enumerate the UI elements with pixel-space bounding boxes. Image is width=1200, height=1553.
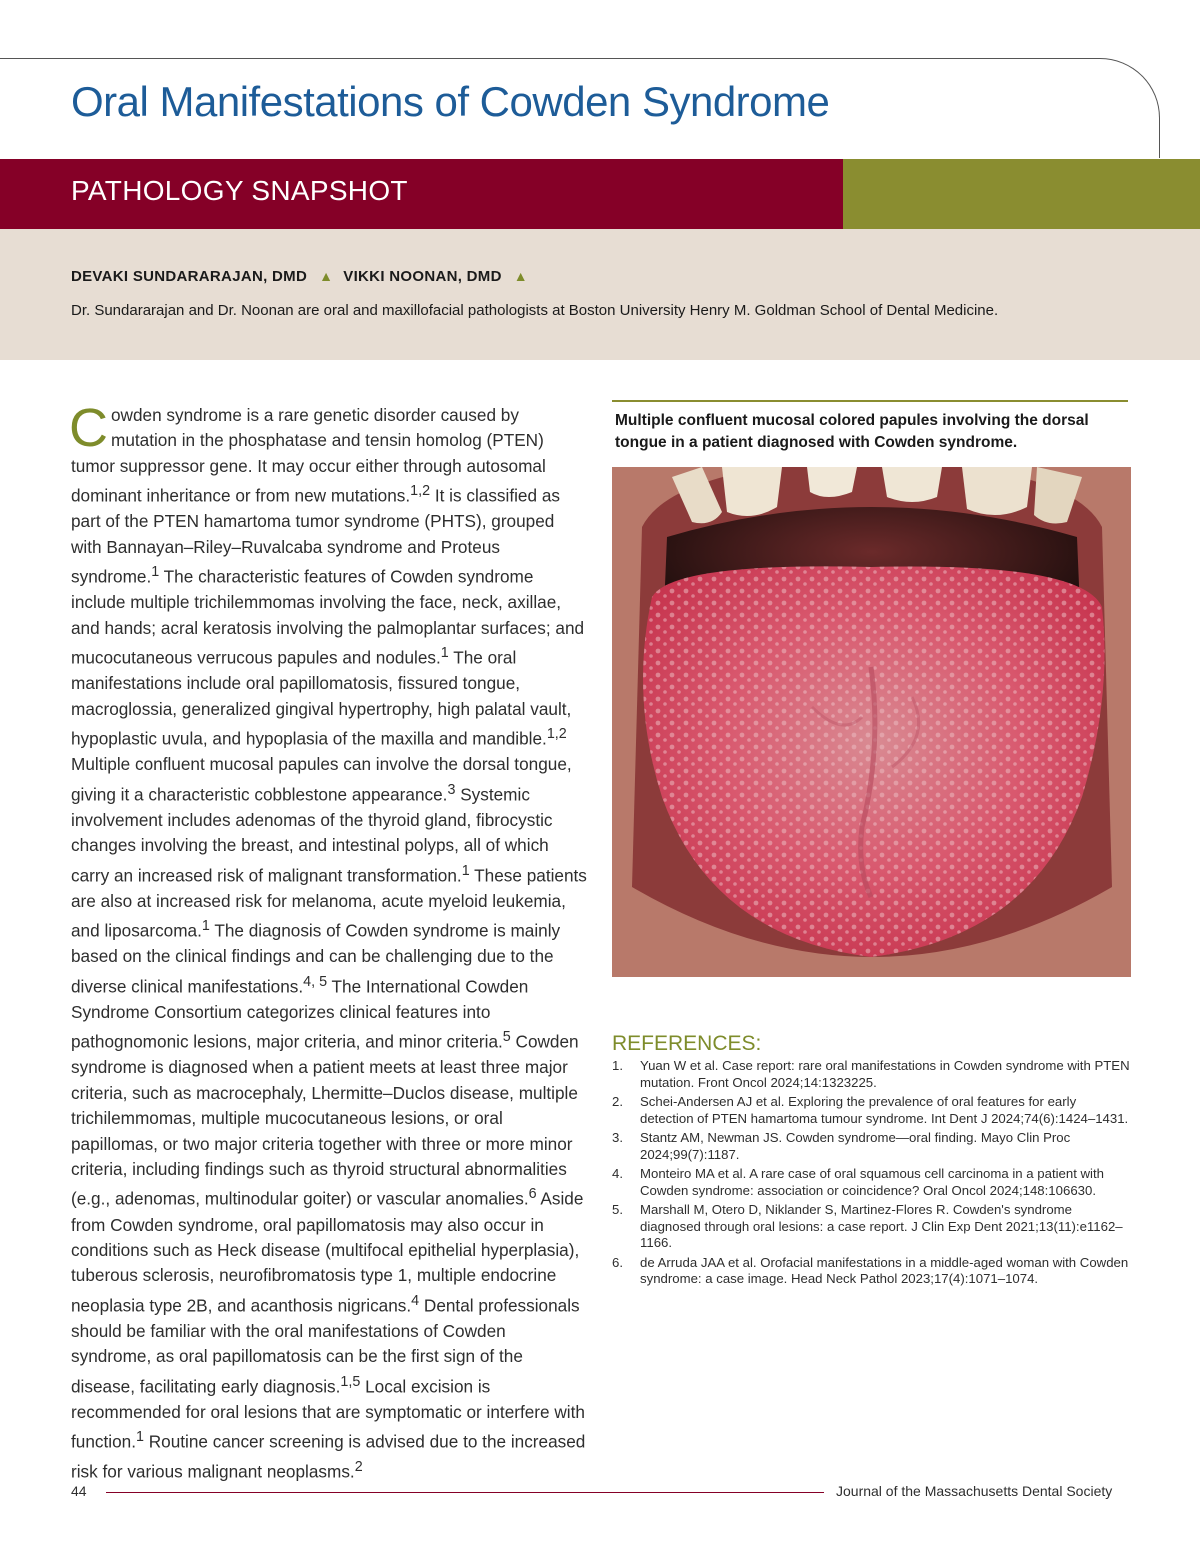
citation: 4: [411, 1292, 420, 1309]
reference-item: 2. Schei-Andersen AJ et al. Exploring the prevalence of oral features for early detection of PTEN hamartoma tumour syndrome. Int Dent J 2024;74(6):1424–1431.: [612, 1094, 1129, 1126]
drop-cap: C: [69, 398, 108, 458]
citation: 1: [440, 645, 449, 662]
references-heading: REFERENCES:: [612, 1032, 762, 1055]
reference-item: 6. de Arruda JAA et al. Orofacial manifestations in a middle-aged woman with Cowden syndrome: a case image. Head Neck Pathol 2023;17(4):1071–1074.: [612, 1254, 1129, 1286]
references-list: [612, 1058, 1132, 1291]
triangle-icon: ▲: [319, 268, 334, 284]
page-number: 44: [71, 1483, 87, 1499]
author-affiliation: Dr. Sundararajan and Dr. Noonan are oral and maxillofacial pathologists at Boston University Henry M. Goldman School of Dental Medicine.: [71, 302, 999, 319]
journal-name: Journal of the Massachusetts Dental Society: [836, 1483, 1113, 1499]
reference-item: 5. Marshall M, Otero D, Niklander S, Martinez-Flores R. Cowden's syndrome diagnosed through oral lesions: a case report. J Clin Exp Dent 2021;13(11):e1162–1166.: [612, 1202, 1123, 1250]
citation: 6: [528, 1186, 537, 1203]
citation: 1: [135, 1429, 144, 1446]
citation: 1: [201, 918, 210, 935]
header-frame-line: [0, 58, 1100, 59]
reference-item: 3. Stantz AM, Newman JS. Cowden syndrome—oral finding. Mayo Clin Proc 2024;99(7):1187.: [612, 1130, 1071, 1162]
citation: 2: [354, 1459, 363, 1476]
article-body: Cowden syndrome is a rare genetic disorder caused by mutation in the phosphatase and tensin homolog (PTEN) tumor suppressor gene. It may occur either through autosomal dominant inheritance or from new mutations.$^{1,2}$ It is classified as part of the PTEN hamartoma tumor syndrome (PHTS), grouped with Bannayan–Riley–Ruvalcaba syndrome and Proteus syndrome.$^1$ The characteristic features of Cowden syndrome include multiple trichilemmomas involving the face, neck, axillae, and hands; acral keratosis involving the palmoplantar surfaces; and mucocutaneous verrucous papules and nodules.$^1$ The oral manifestations include oral papillomatosis, fissured tongue, macroglossia, generalized gingival hypertrophy, high palatal vault, hypoplastic uvula, and hypoplasia of the maxilla and mandible.$^{1,2}$ Multiple confluent mucosal papules can involve the dorsal tongue, giving it a characteristic cobblestone appearance.$^3$ Systemic involvement includes adenomas of the thyroid gland, fibrocystic changes involving the breast, and intestinal polyps, all of which carry an increased risk of malignant transformation.$^1$ These patients are also at increased risk for melanoma, acute myeloid leukemia, and liposarcoma.$^1$ The diagnosis of Cowden syndrome is mainly based on the clinical findings and can be challenging due to the diverse clinical manifestations.$^{4, 5}$ The International Cowden Syndrome Consortium categorizes clinical features into pathognomonic lesions, major criteria, and minor criteria.$^5$ Cowden syndrome is diagnosed when a patient meets at least three major criteria, such as macrocephaly, Lhermitte–Duclos disease, multiple trichilemmomas, multiple mucocutaneous lesions, or oral papillomas, or two major criteria together with three or more minor criteria, including findings such as thyroid structural abnormalities (e.g., adenomas, multinodular goiter) or vascular anomalies.$^6$ Aside from Cowden syndrome, oral papillomatosis may also occur in conditions such as Heck disease (multifocal epithelial hyperplasia), tuberous sclerosis, neurofibromatosis type 1, multiple endocrine neoplasia type 2B, and acanthosis nigricans.$^4$ Dental professionals should be familiar with the oral manifestations of Cowden syndrome, as oral papillomatosis can be the first sign of the disease, facilitating early diagnosis.$^{1,5}$ Local excision is recommended for oral lesions that are symptomatic or interfere with function.$^1$ Routine cancer screening is advised due to the increased risk for various malignant neoplasms.$^2$: [69, 398, 587, 1483]
header-frame-corner: [1060, 58, 1160, 158]
article-title: Oral Manifestations of Cowden Syndrome: [71, 78, 830, 125]
author-name: VIKKI NOONAN, DMD: [343, 268, 502, 285]
reference-item: 1. Yuan W et al. Case report: rare oral manifestations in Cowden syndrome with PTEN mutation. Front Oncol 2024;14:1323225.: [612, 1058, 1130, 1090]
citation: 5: [502, 1029, 511, 1046]
author-box: [0, 229, 1200, 360]
tongue-photo: [612, 467, 1131, 977]
triangle-icon: ▲: [513, 268, 528, 284]
citation: 1,2: [546, 726, 567, 743]
citation: 4, 5: [303, 973, 328, 990]
citation: 1: [151, 564, 160, 581]
section-band-accent: [843, 159, 1200, 229]
caption-rule: [612, 400, 1128, 402]
reference-item: 4. Monteiro MA et al. A rare case of oral squamous cell carcinoma in a patient with Cowden syndrome: association or coincidence? Oral Oncol 2024;148:106630.: [612, 1166, 1104, 1198]
citation: 1,2: [410, 483, 431, 500]
citation: 1,5: [340, 1373, 361, 1390]
figure-caption: Multiple confluent mucosal colored papules involving the dorsal tongue in a patient diagnosed with Cowden syndrome.: [615, 412, 1089, 451]
author-line: [71, 268, 538, 285]
citation: 1: [461, 862, 470, 879]
author-name: DEVAKI SUNDARARAJAN, DMD: [71, 268, 308, 285]
section-label: PATHOLOGY SNAPSHOT: [71, 175, 408, 206]
citation: 3: [447, 781, 456, 798]
footer-rule: [106, 1492, 824, 1493]
